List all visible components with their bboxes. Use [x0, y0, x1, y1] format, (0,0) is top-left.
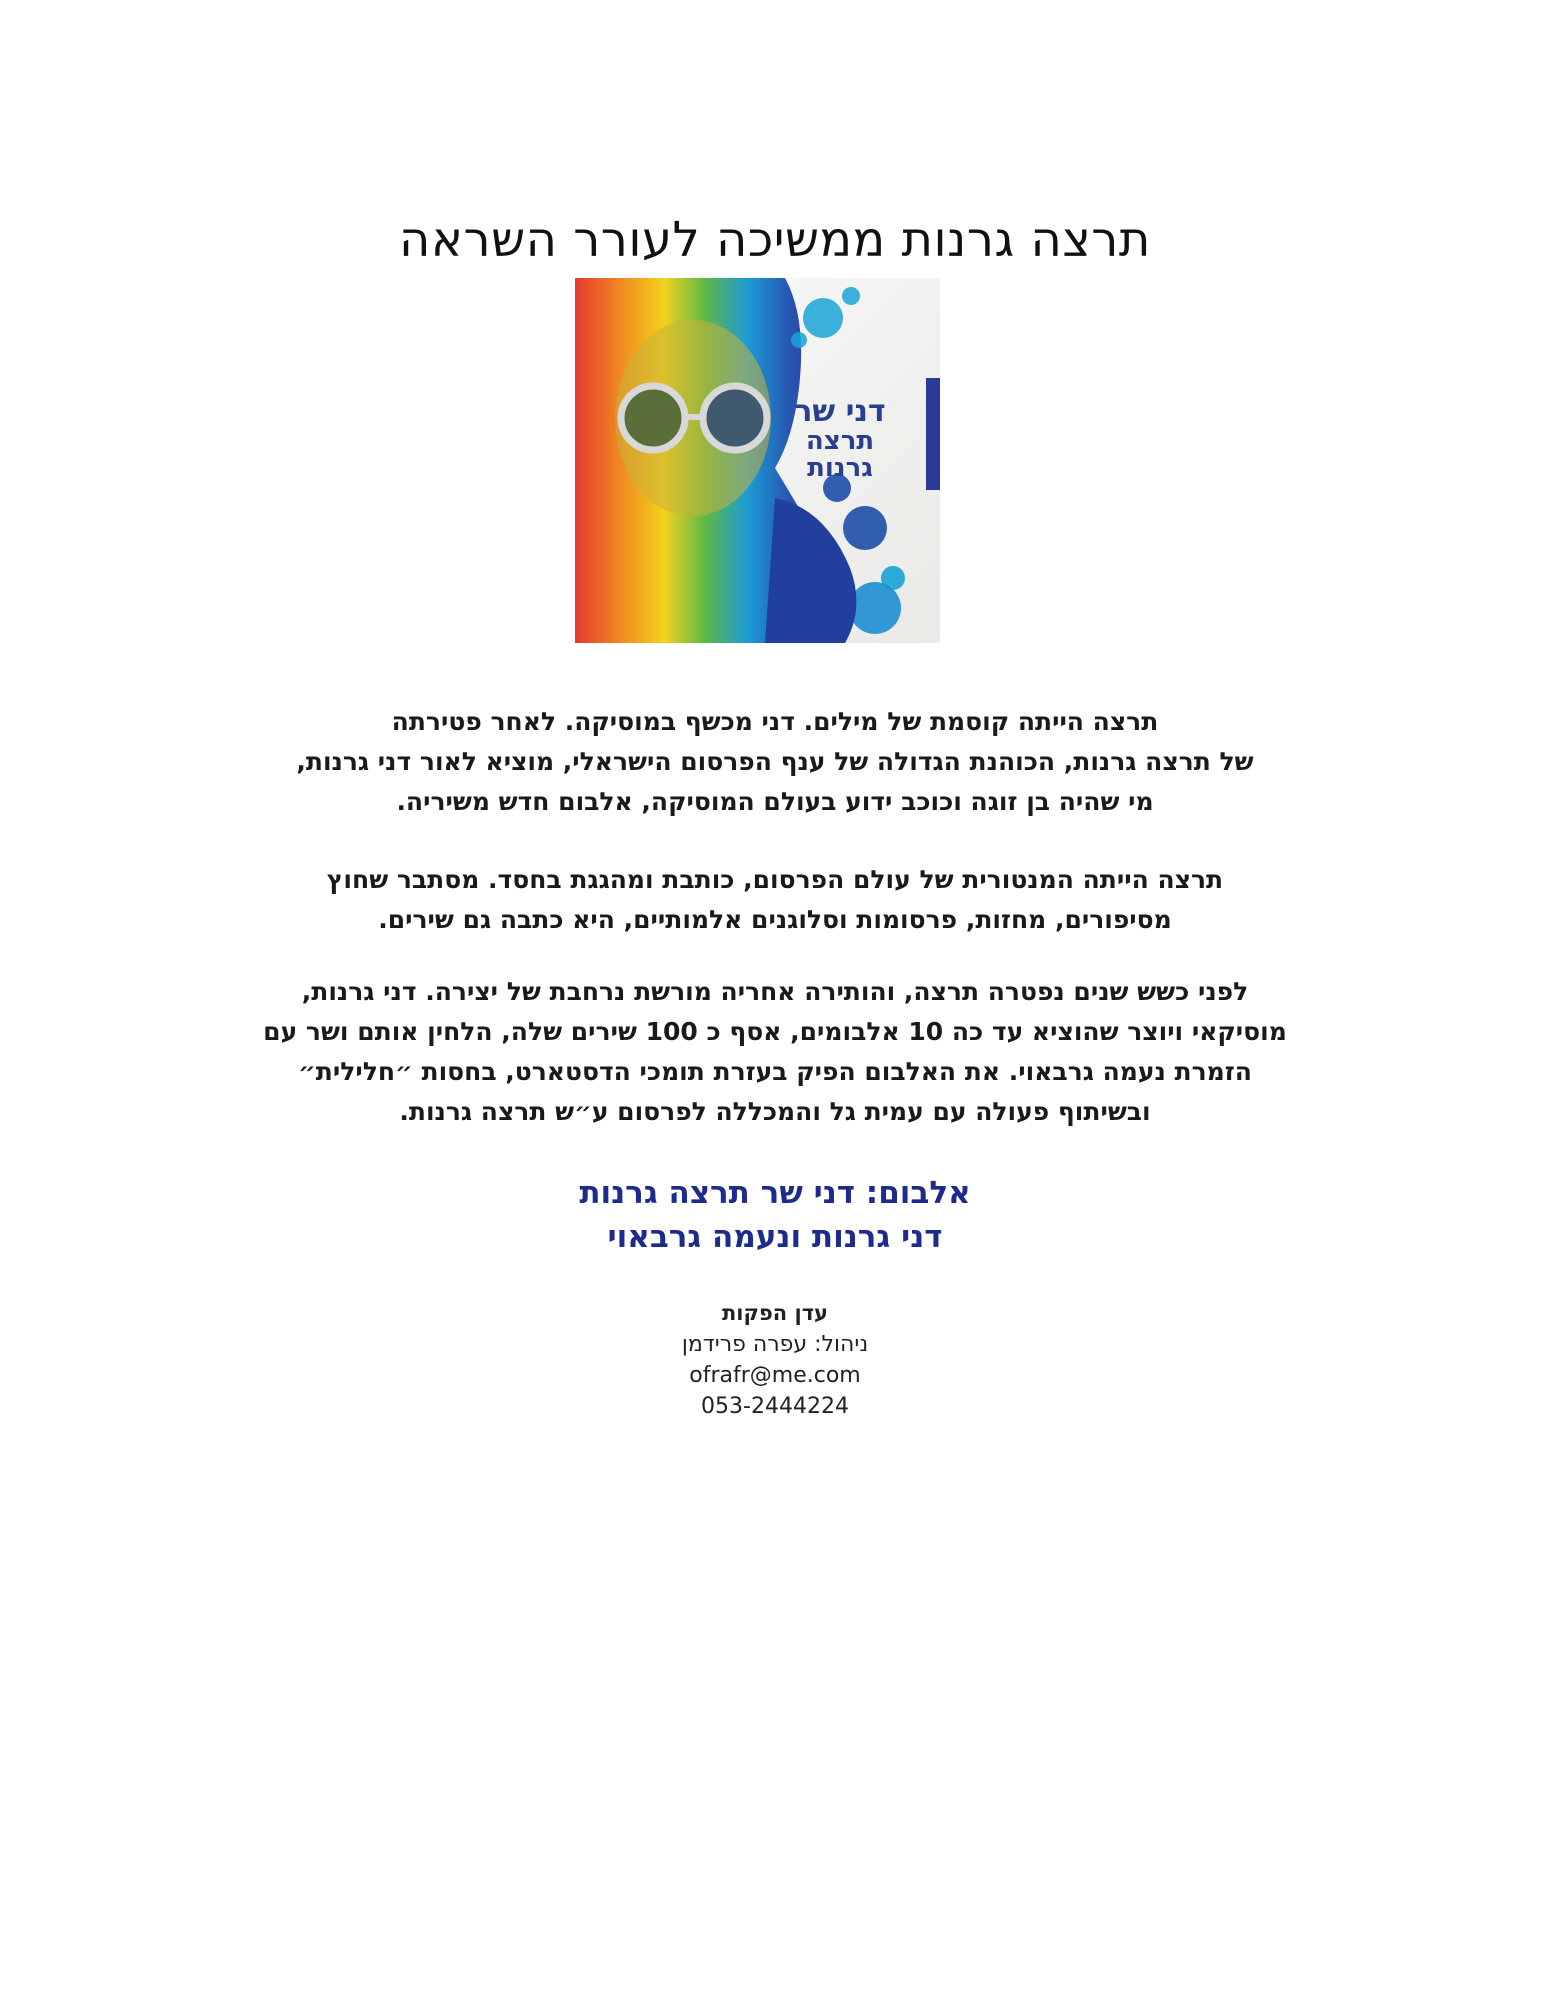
paragraph-line: לפני כשש שנים נפטרה תרצה, והותירה אחריה מורשת נרחבת של יצירה. דני גרנות,: [301, 977, 1249, 1006]
cover-spine-band: [926, 378, 940, 490]
contact-email: ofrafr@me.com: [689, 1363, 861, 1388]
paragraph-line: של תרצה גרנות, הכוהנת הגדולה של ענף הפרסום הישראלי, מוציא לאור דני גרנות,: [296, 747, 1254, 776]
cover-album-line-2: גרנות: [807, 452, 873, 483]
cover-artist-name: דני שר: [794, 394, 886, 429]
cover-title-block: [780, 396, 900, 482]
paragraph-line: מסיפורים, מחזות, פרסומות וסלוגנים אלמותיים, היא כתבה גם שירים.: [378, 905, 1172, 934]
cover-album-line-1: תרצה: [805, 425, 875, 456]
paragraph-line: תרצה הייתה המנטורית של עולם הפרסום, כותבת ומהגגת בחסד. מסתבר שחוץ: [326, 865, 1224, 894]
paragraph-line: תרצה הייתה קוסמת של מילים. דני מכשף במוסיקה. לאחר פטירתה: [391, 707, 1159, 736]
page-title: תרצה גרנות ממשיכה לעורר השראה: [399, 212, 1151, 269]
paragraph-line: ובשיתוף פעולה עם עמית גל והמכללה לפרסום ע״ש תרצה גרנות.: [399, 1097, 1151, 1126]
paragraph-album-story: [180, 972, 1370, 1132]
album-title: אלבום: דני שר תרצה גרנות: [579, 1175, 971, 1211]
paragraph-line: מי שהיה בן זוגה וכוכב ידוע בעולם המוסיקה, אלבום חדש משיריה.: [396, 787, 1154, 816]
paragraph-line: הזמרת נעמה גרבאוי. את האלבום הפיק בעזרת תומכי הדסטארט, בחסות ״חלילית״: [298, 1057, 1252, 1086]
management-contact: ניהול: עפרה פרידמן: [681, 1332, 869, 1357]
production-company: עדן הפקות: [721, 1301, 829, 1325]
paragraph-intro: [180, 702, 1370, 822]
contact-phone: 053-2444224: [701, 1394, 849, 1419]
album-artists: דני גרנות ונעמה גרבאוי: [607, 1219, 943, 1255]
paragraph-line: מוסיקאי ויוצר שהוציא עד כה 10 אלבומים, אסף כ 100 שירים שלה, הלחין אותם ושר עם: [263, 1017, 1287, 1046]
album-cover-image: [575, 278, 940, 643]
paragraph-mentor: [180, 860, 1370, 940]
